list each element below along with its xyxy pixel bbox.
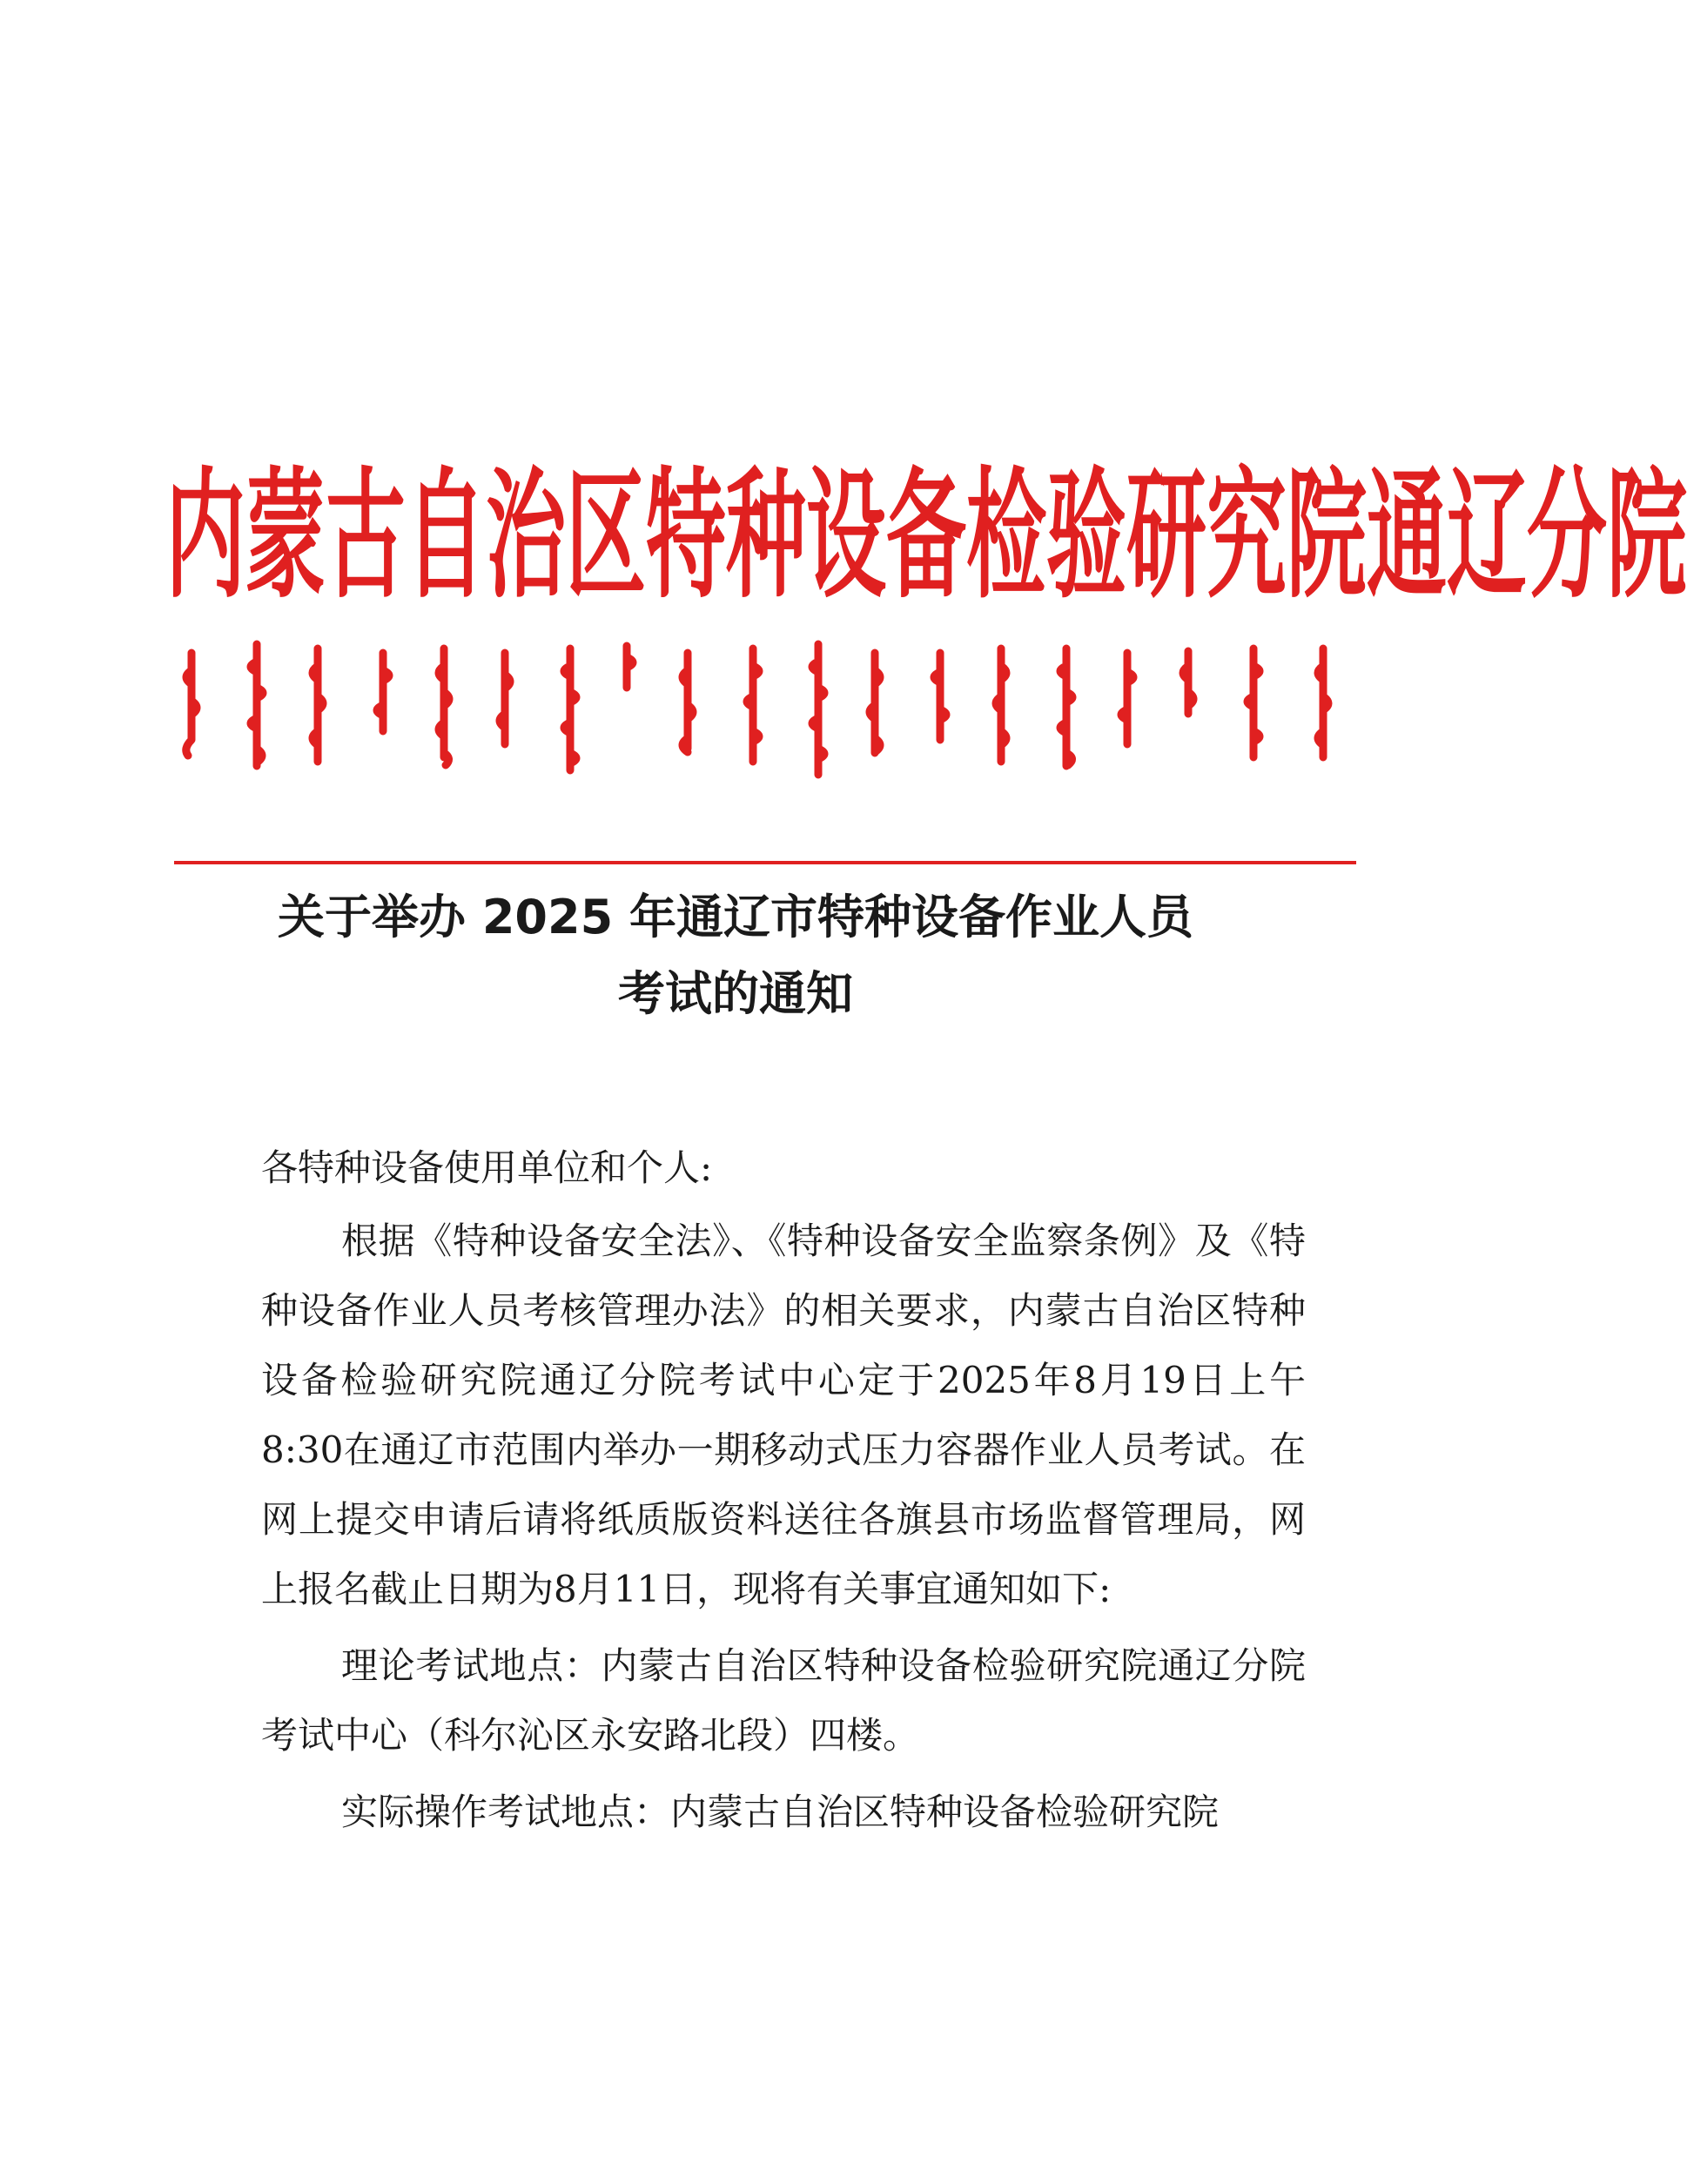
paragraph-basis: 根据《特种设备安全法》、《特种设备安全监察条例》及《特种设备作业人员考核管理办法》的相关要求，内蒙古自治区特种设备检验研究院通辽分院考试中心定于2025年8月19日上午8:30在通辽市范围内举办一期移动式压力容器作业人员考试。在网上提交申请后请将纸质版资料送往各旗县市场监督管理局，网上报名截止日期为8月11日，现将有关事宜通知如下:: [261, 1220, 1306, 1610]
letterhead-mongolian-script: [174, 635, 1358, 783]
paragraph-practical-exam-location: 实际操作考试地点：内蒙古自治区特种设备检验研究院: [341, 1791, 1220, 1833]
document-title-line-2: 考试的通知: [618, 966, 853, 1021]
salutation: 各特种设备使用单位和个人:: [261, 1146, 713, 1189]
paragraph-theory-exam-location: 理论考试地点：内蒙古自治区特种设备检验研究院通辽分院考试中心（科尔沁区永安路北段）四楼。: [261, 1644, 1306, 1757]
letterhead-divider: [174, 861, 1356, 864]
document-title: [174, 879, 1297, 1032]
document-title-line-1: 关于举办 2025 年通辽市特种设备作业人员: [278, 890, 1193, 944]
document-body: [261, 1133, 1306, 1847]
letterhead-org-name: 内蒙古自治区特种设备检验研究院通辽分院: [165, 453, 1687, 618]
